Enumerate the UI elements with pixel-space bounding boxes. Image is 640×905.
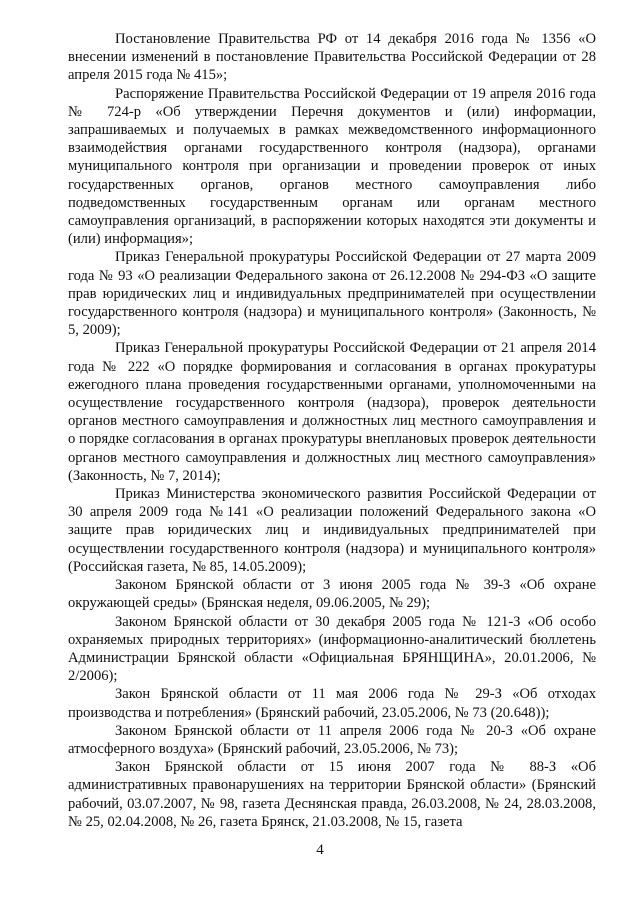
paragraph-bryansk-law-29z: Закон Брянской области от 11 мая 2006 года № 29-З «Об отходах производства и потребления» (Брянский рабочий, 23.05.2006, № 73 (20.648)); <box>68 686 596 721</box>
document-body <box>68 30 596 831</box>
paragraph-decree-1356: Постановление Правительства РФ от 14 декабря 2016 года № 1356 «О внесении изменений в постановление Правительства Российской Федерации от 28 апреля 2015 года № 415»; <box>68 31 596 84</box>
paragraph-prosecutor-order-222: Приказ Генеральной прокуратуры Российской Федерации от 21 апреля 2014 года № 222 «О порядке формирования и согласования в органах прокуратуры ежегодного плана проведения государственными органами, уполномоченными на осуществление государственного контроля (надзора), проверок деятельности органов местного самоуправления и должностных лиц местного самоуправления и о порядке согласования в органах прокуратуры внеплановых проверок деятельности органов местного самоуправления и должностных лиц местного самоуправления» (Законность, № 7, 2014); <box>68 340 596 484</box>
paragraph-bryansk-law-121z: Законом Брянской области от 30 декабря 2005 года № 121-З «Об особо охраняемых природных территориях» (информационно-аналитический бюллетень Администрации Брянской области «Официальная БРЯНЩИНА», 20.01.2006, № 2/2006); <box>68 613 596 685</box>
page-number: 4 <box>316 842 324 858</box>
paragraph-order-724r: Распоряжение Правительства Российской Федерации от 19 апреля 2016 года № 724-р «Об утверждении Перечня документов и (или) информации, запрашиваемых и получаемых в рамках межведомственного информационного взаимодействия органами государственного контроля (надзора), органами муниципального контроля при организации и проведении проверок от иных государственных органов, органов местного самоуправления либо подведомственных государственным органам или органам местного самоуправления организаций, в распоряжении которых находятся эти документы и (или) информация»; <box>68 85 596 248</box>
paragraph-bryansk-law-20z: Законом Брянской области от 11 апреля 2006 года № 20-З «Об охране атмосферного воздуха» (Брянский рабочий, 23.05.2006, № 73); <box>68 722 596 757</box>
paragraph-bryansk-law-88z: Закон Брянской области от 15 июня 2007 года № 88-З «Об административных правонарушениях на территории Брянской области» (Брянский рабочий, 03.07.2007, № 98, газета Деснянская правда, 26.03.2008, № 24, 28.03.2008, № 25, 02.04.2008, № 26, газета Брянск, 21.03.2008, № 15, газета <box>68 759 596 830</box>
paragraph-bryansk-law-39z: Законом Брянской области от 3 июня 2005 года № 39-З «Об охране окружающей среды» (Брянская неделя, 09.06.2005, № 29); <box>68 577 596 612</box>
paragraph-prosecutor-order-93: Приказ Генеральной прокуратуры Российской Федерации от 27 марта 2009 года № 93 «О реализации Федерального закона от 26.12.2008 № 294-ФЗ «О защите прав юридических лиц и индивидуальных предпринимателей при осуществлении государственного контроля (надзора) и муниципального контроля» (Законность, № 5, 2009); <box>68 249 596 339</box>
paragraph-ministry-order-141: Приказ Министерства экономического развития Российской Федерации от 30 апреля 2009 года №141 «О реализации положений Федерального закона «О защите прав юридических лиц и индивидуальных предпринимателей при осуществлении государственного контроля (надзора) и муниципального контроля» (Российская газета, № 85, 14.05.2009); <box>68 486 596 575</box>
